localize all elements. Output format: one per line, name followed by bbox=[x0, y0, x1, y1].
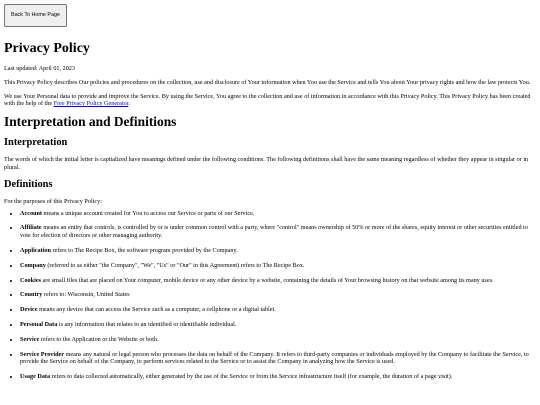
definition-text: refers to the Application or the Website or both. bbox=[39, 335, 159, 343]
definition-term: Company bbox=[20, 261, 46, 269]
definition-item-service-provider bbox=[20, 351, 536, 367]
generator-link[interactable]: Free Privacy Policy Generator bbox=[53, 100, 129, 108]
definition-term: Account bbox=[20, 209, 42, 217]
subheading-definitions: Definitions bbox=[4, 178, 53, 190]
definition-term: Usage Data bbox=[20, 373, 51, 381]
definition-item-country bbox=[20, 291, 536, 299]
definition-item-company bbox=[20, 262, 536, 270]
definition-text: means an entity that controls, is controlled by or is under common control with a party, where "control" means ownership of 50% or more of the shares, equity interest or other securities entitled to vote for election of directors or other managing authority. bbox=[20, 224, 528, 240]
definition-item-account bbox=[20, 210, 536, 218]
definition-item-affiliate bbox=[20, 224, 536, 240]
intro-paragraph-2 bbox=[4, 93, 536, 109]
definition-item-service bbox=[20, 336, 536, 344]
definition-text: refers to The Recipe Box, the software program provided by the Company. bbox=[50, 246, 238, 254]
definition-term: Country bbox=[20, 291, 43, 299]
definition-item-usage-data bbox=[20, 373, 536, 381]
definition-item-personal-data bbox=[20, 321, 536, 329]
definition-term: Cookies bbox=[20, 276, 41, 284]
intro-paragraph-2-text: We use Your Personal data to provide and improve the Service. By using the Service, You agree to the collection and use of information in accordance with this Privacy Policy. This Privacy Policy has been created with the help of the bbox=[4, 92, 531, 108]
definition-text: (referred to as either "the Company", "We", "Us" or "Our" in this Agreement) refers to The Recipe Box. bbox=[45, 261, 305, 269]
definition-text: refers to data collected automatically, either generated by the use of the Service or from the Service infrastructure itself (for example, the duration of a page visit). bbox=[50, 373, 453, 381]
definition-text: refers to: Wisconsin, United States bbox=[42, 291, 130, 299]
definition-text: means any natural or legal person who processes the data on behalf of the Company. It refers to third-party companies or individuals employed by the Company to facilitate the Service, to provide the Service on behalf of the Company, to perform services related to the Service or to assist the Company in analyzing how the Service is used. bbox=[20, 350, 529, 366]
definition-text: are small files that are placed on Your computer, mobile device or any other device by a website, containing the details of Your browsing history on that website among its many uses. bbox=[40, 276, 494, 284]
interpretation-text: The words of which the initial letter is capitalized have meanings defined under the following conditions. The following definitions shall have the same meaning regardless of whether they appear in singular or in plural. bbox=[4, 156, 529, 171]
definition-item-device bbox=[20, 306, 536, 314]
last-updated: Last updated: April 01, 2023 bbox=[4, 65, 75, 72]
definition-text: means any device that can access the Service such as a computer, a cellphone or a digital tablet. bbox=[37, 306, 276, 314]
back-to-home-button[interactable]: Back To Home Page bbox=[4, 4, 67, 27]
definition-term: Device bbox=[20, 306, 38, 314]
section-heading-interpretation-definitions: Interpretation and Definitions bbox=[4, 114, 177, 130]
intro-paragraph-2-suffix: . bbox=[128, 100, 130, 108]
definitions-intro: For the purposes of this Privacy Policy: bbox=[4, 197, 102, 205]
definition-term: Application bbox=[20, 246, 51, 254]
definition-term: Service bbox=[20, 335, 40, 343]
definition-term: Affiliate bbox=[20, 224, 42, 232]
page-title: Privacy Policy bbox=[4, 41, 90, 56]
definition-text: means a unique account created for You to access our Service or parts of our Service. bbox=[42, 209, 255, 217]
subheading-interpretation: Interpretation bbox=[4, 137, 68, 149]
definition-term: Service Provider bbox=[20, 350, 65, 358]
definition-item-cookies bbox=[20, 277, 536, 285]
definitions-list bbox=[4, 210, 536, 381]
definition-text: is any information that relates to an identified or identifiable individual. bbox=[57, 320, 237, 328]
intro-paragraph-1: This Privacy Policy describes Our policies and procedures on the collection, use and disclosure of Your information when You use the Service and tells You about Your privacy rights and how the law protects You. bbox=[4, 78, 531, 86]
definition-term: Personal Data bbox=[20, 320, 58, 328]
definition-item-application bbox=[20, 247, 536, 255]
